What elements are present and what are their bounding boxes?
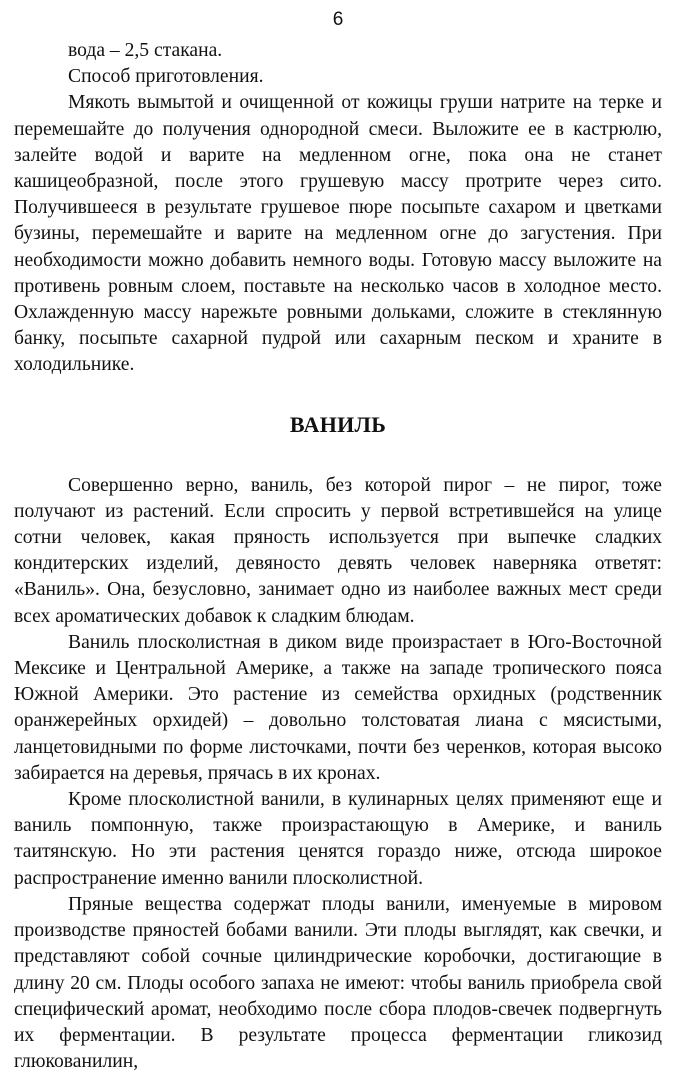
section-paragraph: Кроме плосколистной ванили, в кулинарных целях применяют еще и ваниль помпонную, также произрастающую в Америке, и ваниль таитянскую. Но эти растения ценятся гораздо ниже, отсюда широкое распространение именно ванили плосколистной. — [14, 789, 662, 889]
section-paragraph: Ваниль плосколистная в диком виде произрастает в Юго-Восточной Мексике и Центральной Америке, а также на западе тропического пояса Южной Америки. Это растение из семейства орхидных (родственник оранжерейных орхидей) – довольно толстоватая лиана с мясистыми, ланцетовидными по форме листочками, почти без черенков, которая высоко забирается на деревья, прячась в их кронах. — [14, 631, 662, 784]
recipe-ingredient-line: вода – 2,5 стакана. — [68, 40, 223, 61]
recipe-method-label: Способ приготовления. — [68, 66, 264, 88]
section-paragraph: Совершенно верно, ваниль, без которой пирог – не пирог, тоже получают из растений. Если спросить у первой встретившейся на улице сотни человек, какая пряность используется при выпечке сладких кондитерских изделий, девяносто девять человек наверняка ответят: «Ваниль». Она, безусловно, занимает одно из наиболее важных мест среди всех ароматических добавок к сладким блюдам. — [14, 474, 662, 627]
section-paragraph: Пряные вещества содержат плоды ванили, именуемые в мировом производстве пряностей бобами ванили. Эти плоды выглядят, как свечки, и представляют собой сочные цилиндрические коробочки, достигающие в длину 20 см. Плоды особого запаха не имеют: чтобы ваниль приобрела свой специфический аромат, необходимо после сбора плодов-свечек подвергнуть их ферментации. В результате процесса ферментации гликозид глюкованилин, — [14, 893, 662, 1073]
section-heading: ВАНИЛЬ — [289, 411, 387, 437]
recipe-instructions: Мякоть вымытой и очищенной от кожицы груши натрите на терке и перемешайте до получения однородной смеси. Выложите ее в кастрюлю, залейте водой и варите на медленном огне, пока она не станет кашицеобразной, после этого грушевую массу протрите через сито. Получившееся в результате грушевое пюре посыпьте сахаром и цветками бузины, перемешайте и варите на медленном огне до загустения. При необходимости можно добавить немного воды. Готовую массу выложите на противень ровным слоем, поставьте на несколько часов в холодное место. Охлажденную массу нарежьте ровными дольками, сложите в стеклянную банку, посыпьте сахарной пудрой или сахарным песком и храните в холодильнике. — [14, 92, 662, 376]
page-body — [14, 38, 662, 1075]
page-number: 6 — [332, 9, 344, 30]
